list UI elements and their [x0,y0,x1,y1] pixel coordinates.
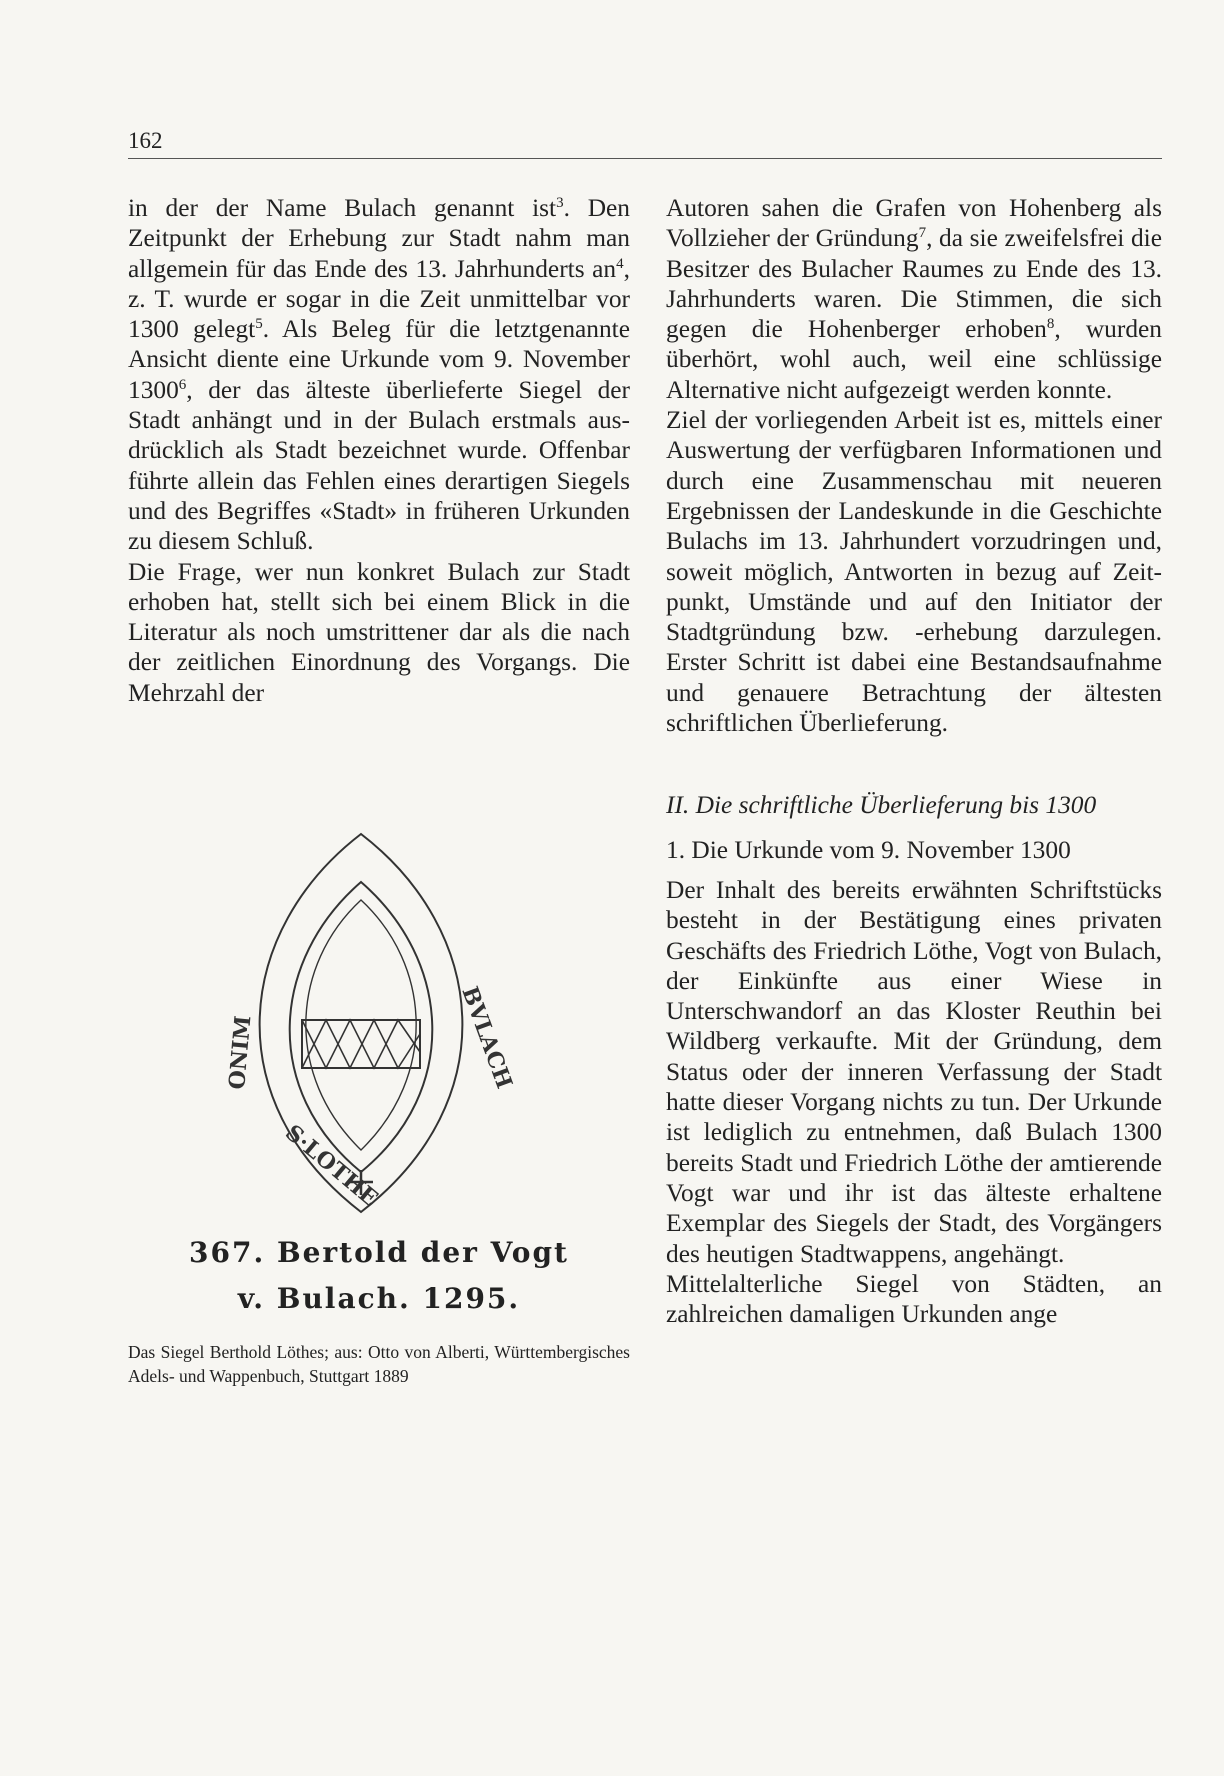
header-rule [128,158,1162,159]
subsection-heading: 1. Die Urkunde vom 9. November 1300 [666,835,1071,864]
right-paragraph-3: Der Inhalt des bereits erwähnten Schriftstücks besteht in der Bestätigung eines privaten Geschäfts des Friedrich Löthe, Vogt von Bulach, der Einkünfte aus einer Wiese in Unterschwandorf an das Kloster Reuthin bei Wildberg verkaufte. Mit der Gründung, dem Status oder der inneren Verfassung der Stadt hatte dieser Vorgang nichts zu tun. Der Urkunde ist lediglich zu entnehmen, daß Bulach 1300 bereits Stadt und Friedrich Löthe der amtierende Vogt war und ihr ist das älteste erhaltene Exemplar des Siegels der Stadt, des Vorgängers des heutigen Stadtwappens, angehängt. [666,875,1162,1268]
footnote-ref: 8 [1046,316,1055,333]
seal-legend-bottom: S·LOTHE [280,1119,383,1212]
seal-illustration [196,820,526,1220]
text-run: . Als Beleg für die letztgenannte Ansicht diente eine Urkunde vom 9. November 1300 [128,315,630,404]
right-paragraph-2: Ziel der vorliegenden Arbeit ist es, mittels einer Auswertung der verfügbaren Informationen und durch eine Zusammenschau mit neueren Ergebnissen der Landeskunde in die Geschichte Bulachs im 13. Jahrhundert vorzudringen und, soweit möglich, Antworten in bezug auf Zeitpunkt, Umstände und auf den Initiator der Stadtgründung bzw. -erhebung darzulegen. Erster Schritt ist dabei eine Bestandsaufnahme und genauere Betrachtung der ältesten schriftlichen Überlieferung. [666,406,1162,738]
section-heading: II. Die schriftliche Überlieferung bis 1300 [666,791,1097,820]
text-run: , der das älteste überlieferte Siegel der Stadt anhängt und in der Bulach erstmals ausdrücklich als Stadt bezeichnet wurde. Offenbar führte allein das Fehlen eines derartigen Siegels und des Begriffes «Stadt» in früheren Urkunden zu diesem Schluß. [128,375,630,556]
footnote-ref: 7 [918,225,927,242]
footnote-ref: 6 [178,376,187,393]
right-column [666,193,1162,1329]
page-number: 162 [128,128,163,153]
footnote-ref: 5 [255,316,263,333]
right-paragraph-1 [666,193,1162,405]
text-run: , da sie zweifelsfrei die Besitzer des Bulacher Raumes zu Ende des 13. Jahrhunderts waren. Die Stimmen, die sich gegen die Hohenberger erhoben [666,224,1162,344]
seal-plate-line-2: v. Bulach. 1295. [237,1282,521,1315]
text-run: in der der Name Bulach genannt ist [128,194,557,222]
footnote-ref: 3 [556,195,564,211]
footnote-ref: 4 [616,255,624,272]
seal-inner-outline [290,882,433,1172]
text-run: , z. T. wurde er sogar in die Zeit unmittelbar vor 1300 gelegt [128,254,630,344]
seal-figure [128,820,630,1388]
left-column [128,193,630,708]
right-paragraph-4: Mittelalterliche Siegel von Städten, an zahlreichen damaligen Urkunden ange [666,1269,1162,1329]
text-run: . Den Zeitpunkt der Erhebung zur Stadt nahm man allgemein für das Ende des 13. Jahrhunderts an [128,194,630,283]
text-run: , wurden überhört, wohl auch, weil eine schlüssige Alternative nicht aufgezeigt werden konnte. [666,315,1162,404]
seal-plate-line-1: 367. Bertold der Vogt [189,1236,569,1269]
left-paragraph-2: Die Frage, wer nun konkret Bulach zur Stadt erhoben hat, stellt sich bei einem Blick in die Literatur als noch umstrittener dar als die nach der zeitlichen Einordnung des Vorgangs. Die Mehrzahl der [128,557,630,707]
figure-caption: Das Siegel Berthold Löthes; aus: Otto von Alberti, Württembergisches Adels- und Wappenbuch, Stuttgart 1889 [128,1342,630,1386]
seal-legend-right: BVLACH [456,983,518,1093]
left-paragraph-1 [128,193,630,557]
text-run: Autoren sahen die Grafen von Hohenberg als Vollzieher der Gründung [666,194,1162,253]
seal-plate-caption [128,1230,630,1322]
seal-legend-left: ONIM [224,1014,257,1091]
